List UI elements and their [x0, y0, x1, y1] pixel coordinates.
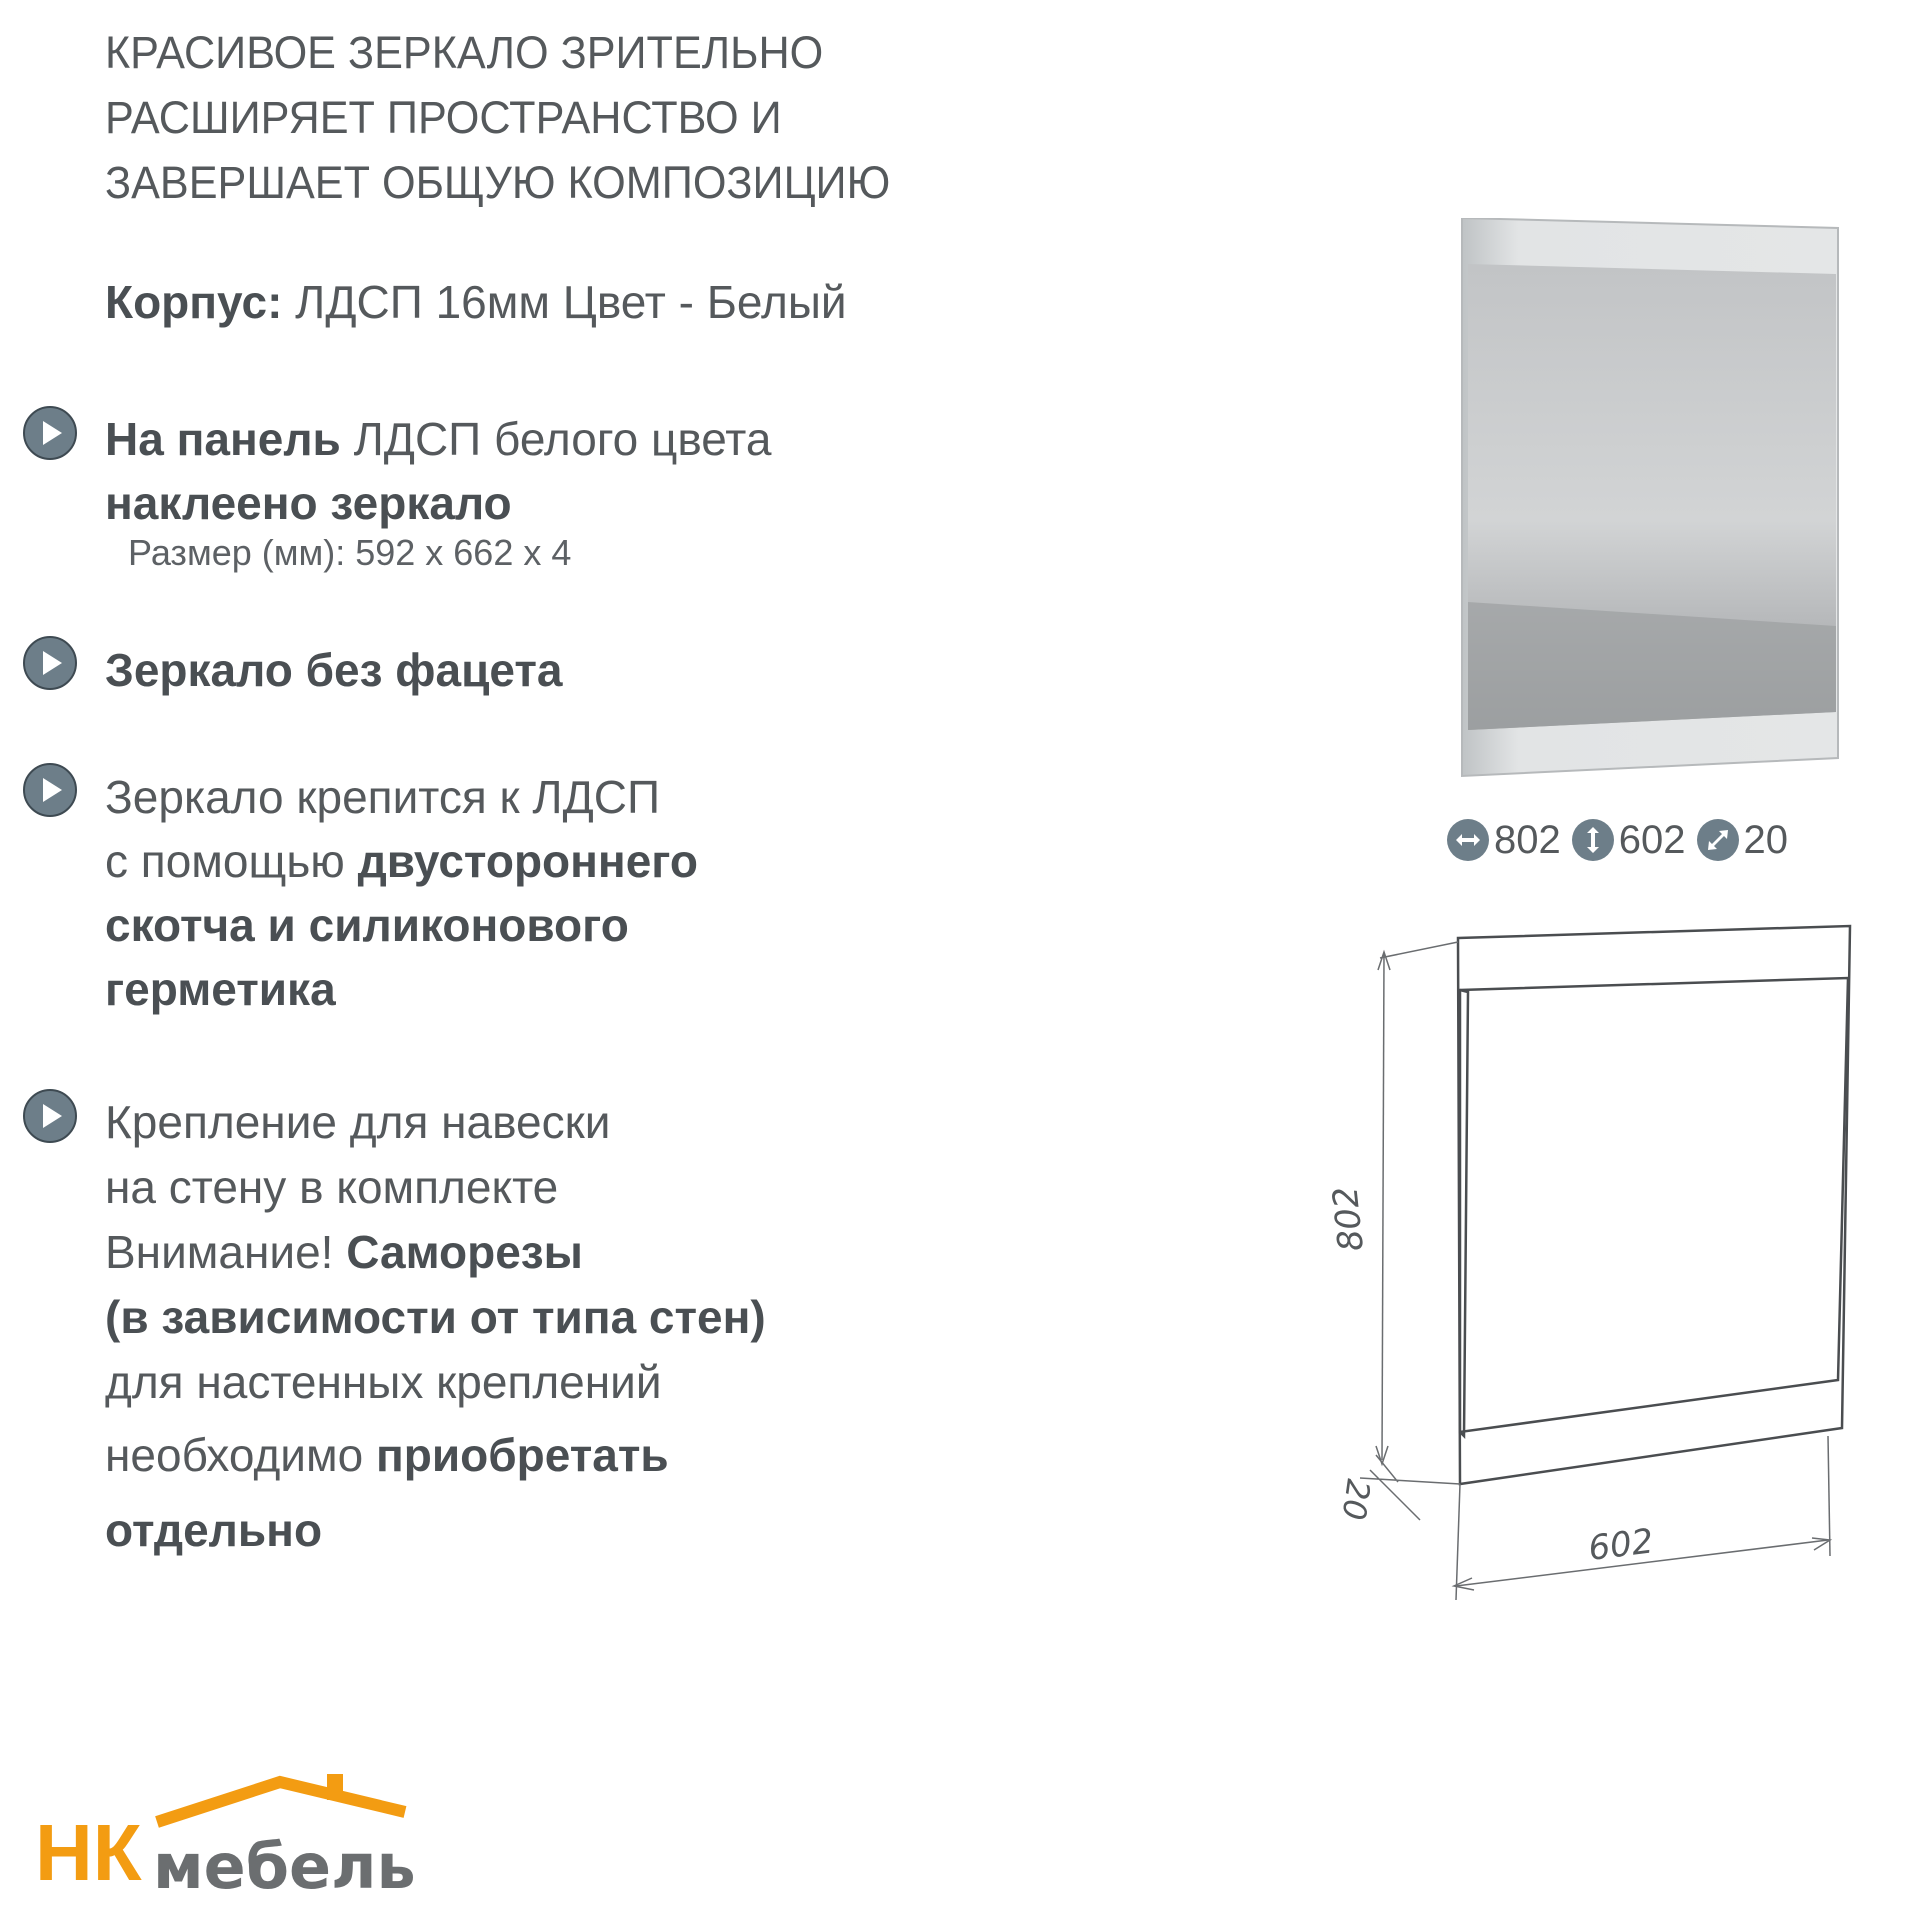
- diagonal-arrows-icon: [1696, 818, 1740, 862]
- feature-hang-bold: приобретать: [375, 1429, 669, 1481]
- feature-hang-line: на стену в комплекте: [105, 1161, 559, 1213]
- technical-drawing: [1250, 880, 1920, 1640]
- width-extension-line-right: [1828, 1436, 1830, 1556]
- feature-hang-line: для настенных креплений: [105, 1356, 662, 1408]
- drawing-inner-panel: [1460, 978, 1848, 1432]
- height-extension-line: [1380, 942, 1458, 958]
- headline-line: РАСШИРЯЕТ ПРОСТРАНСТВО И: [105, 92, 782, 143]
- feature-panel-text: ЛДСП белого цвета: [340, 413, 772, 465]
- feature-mount-bold: герметика: [105, 963, 336, 1015]
- depth-label: 20: [1334, 1476, 1378, 1523]
- feature-mount: [105, 765, 698, 1021]
- feature-panel-bold: На панель: [105, 413, 341, 465]
- feature-hang: [105, 1090, 766, 1563]
- height-dimension-line: [1382, 954, 1384, 1460]
- dimensions-row: [1446, 812, 1798, 868]
- play-bullet-icon: [22, 1088, 78, 1144]
- drawing-outline: [1458, 926, 1850, 1484]
- feature-hang-bold: (в зависимости от типа стен): [105, 1291, 766, 1343]
- logo-mebel-text: мебель: [153, 1830, 416, 1900]
- corpus-label: Корпус:: [105, 276, 283, 328]
- logo-nk-text: НК: [35, 1808, 142, 1897]
- feature-hang-bold: Саморезы: [346, 1226, 583, 1278]
- feature-mount-line: Зеркало крепится к ЛДСП: [105, 771, 661, 823]
- play-bullet-icon: [22, 762, 78, 818]
- mirror-size: Размер (мм): 592 х 662 х 4: [128, 532, 572, 573]
- headline-line: ЗАВЕРШАЕТ ОБЩУЮ КОМПОЗИЦИЮ: [105, 157, 891, 208]
- feature-facet-bold: Зеркало без фацета: [105, 644, 563, 696]
- dimension-height: 602: [1618, 817, 1686, 862]
- feature-hang-text: необходимо: [105, 1429, 376, 1481]
- corpus-spec: [105, 275, 847, 329]
- feature-hang-line: Крепление для навески: [105, 1096, 611, 1148]
- dimension-width: 802: [1494, 817, 1561, 862]
- nk-mebel-logo: [35, 1760, 425, 1900]
- height-label: 802: [1325, 1184, 1372, 1254]
- logo-roof: [157, 1782, 405, 1822]
- width-extension-line-left: [1456, 1484, 1460, 1600]
- headline: [105, 20, 1007, 215]
- feature-hang-bold: отдельно: [105, 1504, 323, 1556]
- feature-mount-bold: скотча и силиконового: [105, 899, 629, 951]
- feature-hang-text: Внимание!: [105, 1226, 347, 1278]
- feature-mount-text: с помощью: [105, 835, 358, 887]
- play-bullet-icon: [22, 405, 78, 461]
- feature-facet: [105, 638, 562, 702]
- vertical-arrows-icon: [1571, 818, 1615, 862]
- dimension-depth: 20: [1743, 817, 1788, 862]
- corpus-value: ЛДСП 16мм Цвет - Белый: [282, 276, 847, 328]
- feature-panel: [105, 407, 771, 535]
- headline-line: КРАСИВОЕ ЗЕРКАЛО ЗРИТЕЛЬНО: [105, 27, 824, 78]
- mirror-image: [1458, 218, 1840, 778]
- feature-panel-bold: наклеено зеркало: [105, 477, 512, 529]
- width-label: 602: [1586, 1521, 1656, 1569]
- play-bullet-icon: [22, 635, 78, 691]
- feature-mount-bold: двустороннего: [357, 835, 698, 887]
- horizontal-arrows-icon: [1446, 818, 1490, 862]
